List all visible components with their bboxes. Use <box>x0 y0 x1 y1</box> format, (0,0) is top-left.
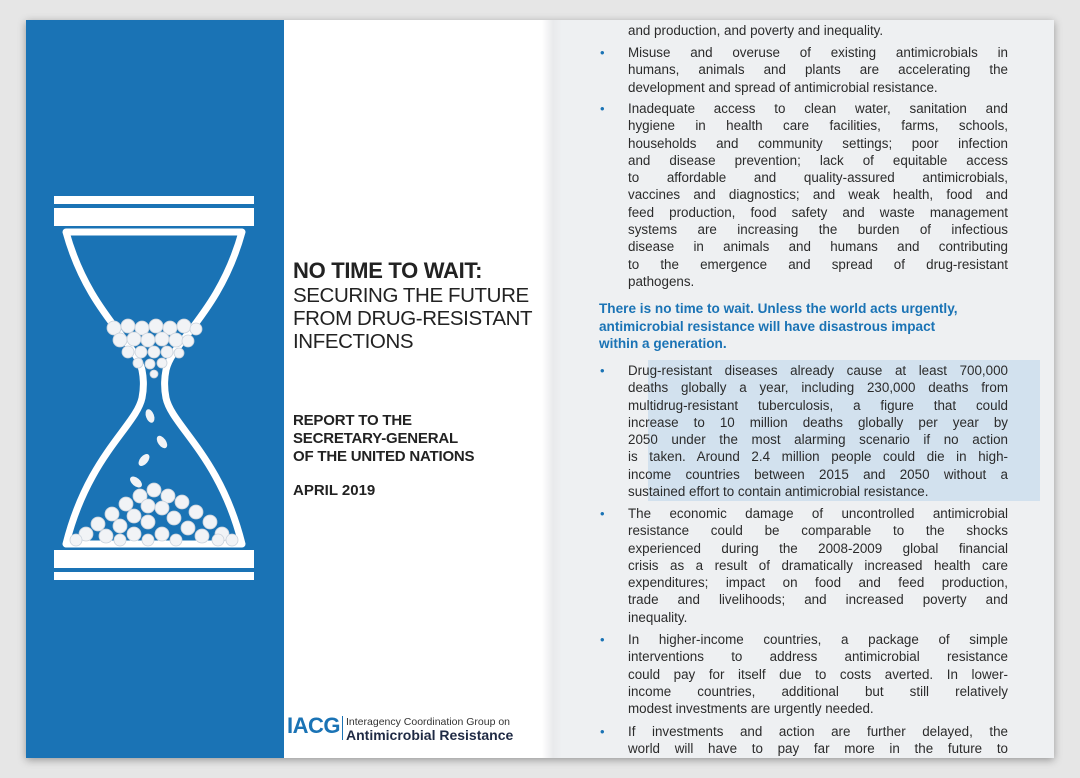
recipient-line: OF THE UNITED NATIONS <box>293 448 475 465</box>
text-line: increase to 10 million deaths globally per year by <box>628 414 1008 430</box>
callout-line: antimicrobial resistance will have disastrous impact <box>599 318 936 334</box>
callout-heading <box>599 300 999 353</box>
text-line: systems are increasing the burden of infectious <box>628 222 1008 238</box>
bullet-icon: • <box>600 363 605 378</box>
callout-line: within a generation. <box>599 336 727 351</box>
bullet-icon: • <box>600 724 605 739</box>
recipient-line: SECRETARY-GENERAL <box>293 430 458 447</box>
recipient-line: REPORT TO THE <box>293 412 412 429</box>
text-line: crisis as a result of dramatically increased health care <box>628 557 1008 573</box>
text-line: sustained effort to contain antimicrobial resistance. <box>628 484 929 500</box>
book-gutter <box>542 20 562 758</box>
text-line: modest investments are urgently needed. <box>628 701 874 717</box>
bullet-icon: • <box>600 506 605 521</box>
continued-paragraph <box>628 22 1008 39</box>
bullet-item <box>600 100 1008 290</box>
report-recipient <box>293 412 474 466</box>
bullet-item <box>600 723 1008 758</box>
report-date: APRIL 2019 <box>293 482 376 499</box>
text-line: could pay for itself due to costs averted. In lower- <box>628 666 1008 682</box>
cover-blue-band <box>26 20 284 758</box>
bullet-item <box>600 631 1008 717</box>
bullet-icon: • <box>600 45 605 60</box>
text-line: trade and livelihoods; and increased poverty and <box>628 592 1008 608</box>
text-line: Drug-resistant diseases already cause at least 700,000 <box>628 363 1008 378</box>
text-line: Inadequate access to clean water, sanitation and <box>628 101 1008 116</box>
text-line: deaths globally a year, including 230,000 deaths from <box>628 380 1008 396</box>
text-line: 2050 under the most alarming scenario if no action <box>628 432 1008 448</box>
text-line: disease in animals and humans and contributing <box>628 239 1008 255</box>
bullet-item <box>600 44 1008 96</box>
text-line: income countries, additional but still relatively <box>628 683 1008 699</box>
text-line: to the emergence and spread of drug-resistant <box>628 256 1008 272</box>
text-line: and production, and poverty and inequality. <box>628 23 884 38</box>
subtitle-line: FROM DRUG-RESISTANT <box>293 307 533 330</box>
report-title: NO TIME TO WAIT: <box>293 258 483 283</box>
bullet-icon: • <box>600 101 605 116</box>
text-line: income countries between 2015 and 2050 without a <box>628 466 1008 482</box>
bullet-icon: • <box>600 632 605 647</box>
bullet-item-highlighted <box>600 362 1008 500</box>
text-line: experienced during the 2008-2009 global financial <box>628 540 1008 556</box>
text-line: feed production, food safety and waste management <box>628 204 1008 220</box>
subtitle-line: INFECTIONS <box>293 330 414 353</box>
text-page <box>542 20 1054 758</box>
text-line: inequality. <box>628 609 688 625</box>
text-line: expenditures; impact on food and feed production, <box>628 575 1008 591</box>
logo-org-line: Interagency Coordination Group on <box>346 716 511 728</box>
text-line: and disease prevention; lack of equitable access <box>628 152 1008 168</box>
text-line: is taken. Around 2.4 million people could die in high- <box>628 449 1008 465</box>
text-line: resistance could be comparable to the shocks <box>628 523 1008 539</box>
text-line: households and community settings; poor infection <box>628 135 1008 151</box>
hourglass-icon <box>48 192 260 584</box>
text-line: vaccines and diagnostics; and weak health, food and <box>628 187 1008 203</box>
report-subtitle <box>293 284 543 353</box>
text-line: world will have to pay far more in the future to <box>628 741 1008 757</box>
text-line: multidrug-resistant tuberculosis, a figure that could <box>628 397 1008 413</box>
text-line: development and spread of antimicrobial resistance. <box>628 79 938 95</box>
text-line: pathogens. <box>628 273 695 289</box>
text-line: Misuse and overuse of existing antimicrobials in <box>628 45 1008 60</box>
subtitle-line: SECURING THE FUTURE <box>293 284 529 307</box>
text-line: interventions to address antimicrobial resistance <box>628 649 1008 665</box>
callout-line: There is no time to wait. Unless the world acts urgently, <box>599 301 958 316</box>
logo-mark: IACG <box>287 713 340 738</box>
text-line: hygiene in health care facilities, farms, schools, <box>628 118 1008 134</box>
text-line: In higher-income countries, a package of simple <box>628 632 1008 647</box>
text-line: humans, animals and plants are accelerating the <box>628 62 1008 78</box>
text-line: If investments and action are further delayed, the <box>628 724 1008 739</box>
text-line: The economic damage of uncontrolled antimicrobial <box>628 506 1008 521</box>
logo-topic-line: Antimicrobial Resistance <box>346 727 514 743</box>
cover-title-panel <box>284 20 542 758</box>
bullet-item <box>600 505 1008 626</box>
page-spread <box>26 20 1054 758</box>
text-line: to affordable and quality-assured antimicrobials, <box>628 170 1008 186</box>
logo-divider <box>342 716 343 740</box>
